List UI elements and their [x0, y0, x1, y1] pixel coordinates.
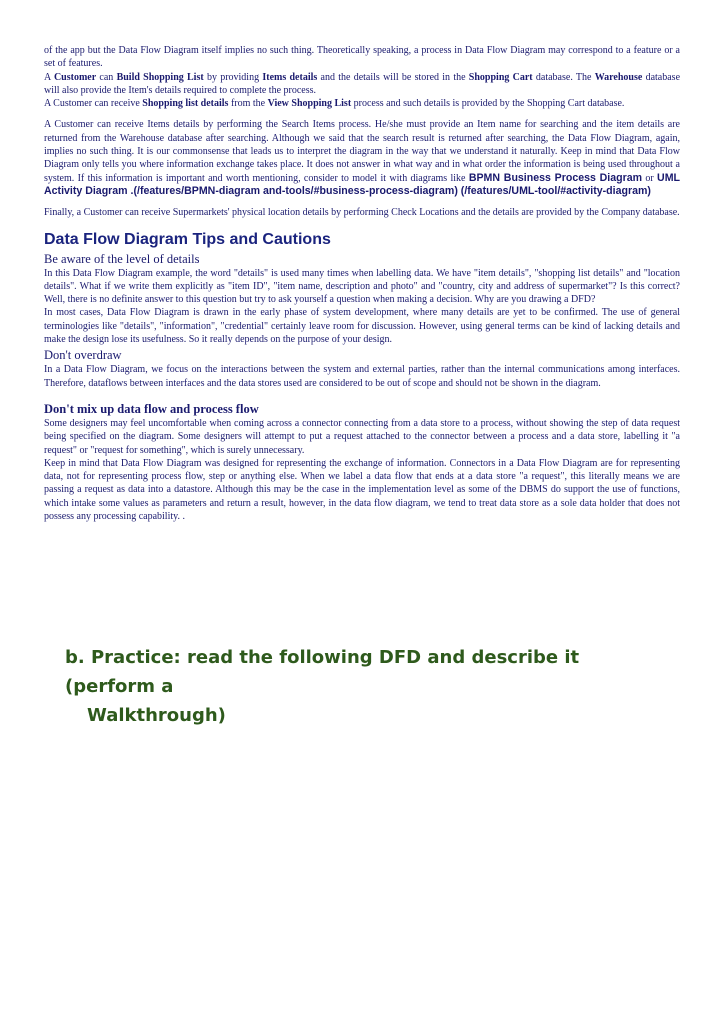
overdraw-heading: Don't overdraw: [44, 348, 122, 363]
intro-paragraph-1: of the app but the Data Flow Diagram itself implies no such thing. Theoretically speaking, a process in Data Flow Diagram may correspond to a feature or a set of features.: [44, 45, 680, 70]
aware-paragraph-1: In this Data Flow Diagram example, the word "details" is used many times when labelling data. We have "item details", "shopping list details" and "location details". What if we write them explicitly as "item ID", "item name, description and photo" and "country, city and address of supermarket"? Is this correct? Well, there is no definite answer to this question but try to ask yourself a question when making a decision. Why are you drawing a DFD?: [44, 267, 680, 306]
bpmn-link[interactable]: BPMN Business Process Diagram: [468, 171, 643, 184]
shopping-list-details-term: Shopping list details: [142, 98, 229, 110]
practice-line-1: b. Practice: read the following DFD and describe it (perform a: [65, 647, 580, 697]
warehouse-term: Warehouse: [594, 71, 643, 83]
practice-line-2: Walkthrough): [87, 705, 226, 726]
shopping-cart-term: Shopping Cart: [468, 71, 533, 83]
intro-paragraph-3: A Customer can receive Shopping list details from the View Shopping List process and such details is provided by the Shopping Cart database.: [44, 98, 625, 110]
feature-links[interactable]: .(/features/BPMN-diagram and-tools/#business-process-diagram) (/features/UML-tool/#activity-diagram): [127, 184, 651, 197]
uml-link[interactable]: UML Activity Diagram: [44, 171, 680, 197]
overdraw-paragraph: In a Data Flow Diagram, we focus on the interactions between the system and external parties, rather than the internal communications among interfaces. Therefore, dataflows between interfaces and the data stores used are considered to be out of scope and should not be shown in the diagram.: [44, 364, 680, 389]
mix-paragraph-2: Keep in mind that Data Flow Diagram was designed for representing the exchange of information. Connectors in a Data Flow Diagram are for representing data, not for representing process flow, step or anything else. When we label a data flow that ends at a data store "a request", this literally means we are passing a request as data into a datastore. Although this may be the case in the implementation level as some of the DBMS do support the use of functions, which intake some values as parameters and return a result, however, in the data flow diagram, we tend to treat data store as a sole data holder that does not possess any processing capability. .: [44, 457, 680, 523]
document-content: [44, 44, 680, 523]
mix-heading: Don't mix up data flow and process flow: [44, 401, 259, 416]
search-paragraph: A Customer can receive Items details by performing the Search Items process. He/she must provide an Item name for searching and the item details are returned from the Warehouse database after searching. Although we said that the search result is returned after searching, the Data Flow Diagram, again, implies no such thing. It is our commonsense that leads us to interpret the diagram in the way that we understand it naturally. Keep in mind that Data Flow Diagram only tells you where information exchange takes place. It does not answer in what way and in what order the information is being used throughout a system. If this information is important and worth mentioning, consider to model it with diagrams like BPMN Business Process Diagram or UML Activity Diagram .(/features/BPMN-diagram and-tools/#business-process-diagram) (/features/UML-tool/#activity-diagram): [44, 119, 680, 197]
practice-heading: [65, 643, 665, 730]
items-details-term: Items details: [262, 71, 318, 83]
build-shopping-list-term: Build Shopping List: [116, 71, 204, 83]
view-shopping-list-term: View Shopping List: [267, 98, 352, 110]
intro-paragraph-2: A Customer can Build Shopping List by providing Items details and the details will be stored in the Shopping Cart database. The Warehouse database will also provide the Item's details required to complete the process.: [44, 71, 681, 96]
aware-paragraph-2: In most cases, Data Flow Diagram is drawn in the early phase of system development, where many details are yet to be confirmed. The use of general terminologies like "details", "information", "credential" certainly leave room for discussion. However, using general terms can be kind of lacking details and make the design lose its usefulness. So it really depends on the purpose of your design.: [44, 307, 680, 346]
customer-term: Customer: [53, 71, 97, 83]
finally-paragraph: Finally, a Customer can receive Supermarkets' physical location details by performing Check Locations and the details are provided by the Company database.: [44, 207, 680, 219]
mix-paragraph-1: Some designers may feel uncomfortable when coming across a connector connecting from a data store to a process, without showing the step of data request being specified on the diagram. Some designers will attempt to put a request attached to the connector between a process and a data store, labelling it "a request" or "request for something", which is surely unnecessary.: [44, 417, 680, 456]
tips-heading: Data Flow Diagram Tips and Cautions: [44, 230, 331, 248]
aware-heading: Be aware of the level of details: [44, 251, 200, 266]
